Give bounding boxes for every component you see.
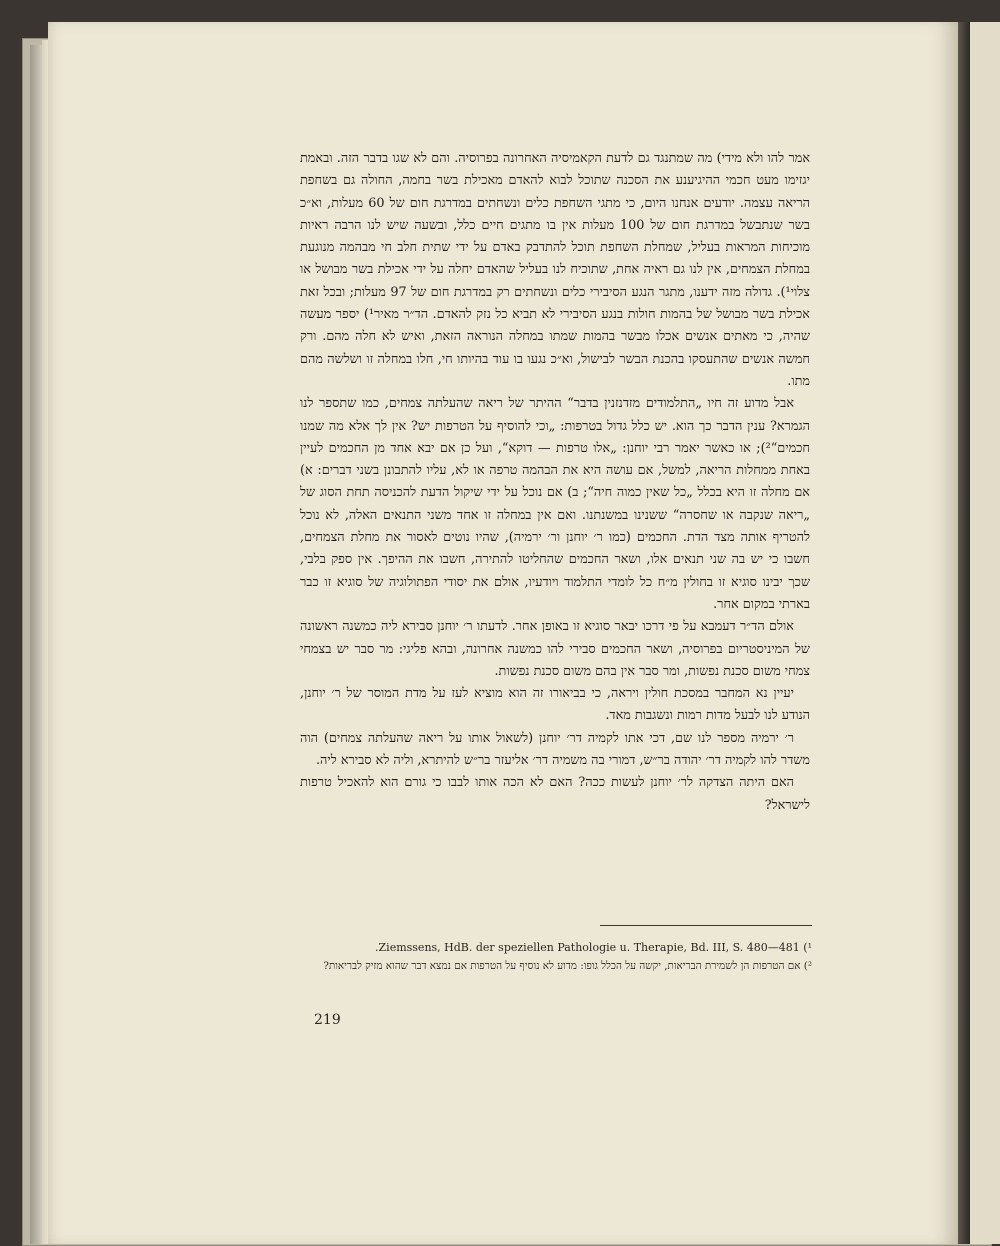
paragraph: אמר להו ולא מידי) מה שמתנגד גם לדעת הקאמיסיה האחרונה בפרוסיה. והם לא שגו בדבר הזה. ובאמת יגזימו מעט חכמי ההיגיענע את הסכנה שתוכל לבוא להאדם מאכילת בשר בחמה, החולה גם בשחפת הריאה עצמה. יודעים אנחנו היום, כי מתגי השחפת כלים ונשחתים במדרגת חום של 60 מעלות, וא״כ בשר שנתבשל במדרגת חום של 100 מעלות אין בו מתגים חיים כלל, ובשעה שיש לנו הרבה ראיות מוכיחות המראות בעליל, שמחלת השחפת תוכל להתדבק באדם על ידי שתית חלב חי מבהמה מנוגעת במחלת הצמחים, אין לנו גם ראיה אחת, שתוכיח לנו בעליל שהאדם יחלה על ידי אכילת בשר מבושל או צלוי¹). גדולה מזה ידענו, מתגר הנגע הסיבירי כלים ונשחתים רק במדרגת חום של 97 מעלות; ובכל זאת אכילת בשר מבושל של בהמות חולות בנגע הסיבירי לא תביא כל נזק להאדם. הד״ר מאיר¹) יספר מעשה שהיה, כי מאתים אנשים אכלו מבשר בהמות שמתו במחלה הנוראה הזאת, ואיש לא חלה מהם. ורק חמשה אנשים שהתעסקו בהכנת הבשר לבישול, וא״כ נגעו בו עוד בהיותו חי, חלו במחלה זו ושלשה מהם מתו.: [300, 151, 811, 389]
paragraph: אולם הד״ר דעמבא על פי דרכו יבאר סוגיא זו באופן אחר. לדעתו ר׳ יוחנן סבירא ליה כמשנה ראשונה של המיניסטריום בפרוסיה, ושאר החכמים סבירי להו כמשנה אחרונה, ובהא פליגי: מר סבר יש בצמחי צמחי משום סכנת נפשות, ומר סבר אין בהם משום סכנת נפשות.: [300, 619, 810, 679]
paragraph: ר׳ ירמיה מספר לנו שם, דכי אתו לקמיה דר׳ יוחנן (לשאול אותו על ריאה שהעלתה צמחים) הוה משדר להו לקמיה דר׳ יהודה בר״ש, דמורי בה משמיה דר׳ אליעזר בר״ש להיתרא, וליה לא סבירא ליה.: [300, 730, 810, 769]
footnotes: [300, 938, 812, 976]
page-number: 219: [314, 1012, 341, 1028]
main-text: [300, 148, 810, 817]
paragraph: האם היתה הצדקה לר׳ יוחנן לעשות ככה? האם לא הכה אותו לבבו כי גורם הוא להאכיל טרפות לישראל?: [300, 775, 810, 813]
book-spine: [30, 45, 42, 1244]
paragraph: אבל מדוע זה חיו „התלמודים מזדנזנין בדבר“ ההיתר של ריאה שהעלתה צמחים, כמו שתספר לנו הגמרא? ענין הדבר כך הוא. יש כלל גדול בטרפות: „וכי להוסיף על הטרפות יש? אין לך אלא מה שמנו חכמים“²); או כאשר יאמר רבי יוחנן: „אלו טרפות — דוקא“, ועל כן אם יבא אחד מן החכמים לעיין באחת ממחלות הריאה, למשל, אם עושה היא את הבהמה טרפה או לא, עליו להתבונן בשני דברים: א) אם מחלה זו היא בכלל „כל שאין כמוה חיה“; ב) אם נוכל על ידי שיקול הדעת להכניסה תחת הסוג של „ריאה שנקבה או שחסרה“ ששנינו במשנתנו. ואם אין במחלה זו אחד משני התנאים האלה, לא נוכל להטריף אותה מצד הדת. החכמים (כמו ר׳ יוחנן ור׳ ירמיה), שהיו נוטים לאסור את מחלת הצמחים, חשבו כי יש בה שני תנאים אלו, ושאר החכמים שהחליטו להתירה, חשבו את ההיפך. אין ספק בלבי, שכך יבינו סוגיא זו בחולין מ״ח כל לומדי התלמוד ויודעיו, אולם את יסודי הפתולוגיה של סוגיא זו כבר בארתי במקום אחר.: [300, 396, 810, 612]
facing-page-edge: [970, 22, 1000, 1244]
paragraph: יעיין נא המחבר במסכת חולין ויראה, כי בביאורו זה הוא מוציא לעז על מדת המוסר של ר׳ יוחנן, הנודע לנו לבעל מדות רמות ונשגבות מאד.: [300, 686, 810, 724]
book-gutter: [958, 22, 970, 1244]
footnote-divider: [600, 925, 812, 926]
footnote: ²) אם הטרפות הן לשמירת הבריאות, יקשה על הכלל גופו: מדוע לא נוסיף על הטרפות אם נמצא דבר שהוא מזיק לבריאות?: [323, 960, 812, 972]
footnote: .Ziemssens, HdB. der speziellen Pathologie u. Therapie, Bd. III, S. 480—481 (¹: [375, 941, 812, 954]
